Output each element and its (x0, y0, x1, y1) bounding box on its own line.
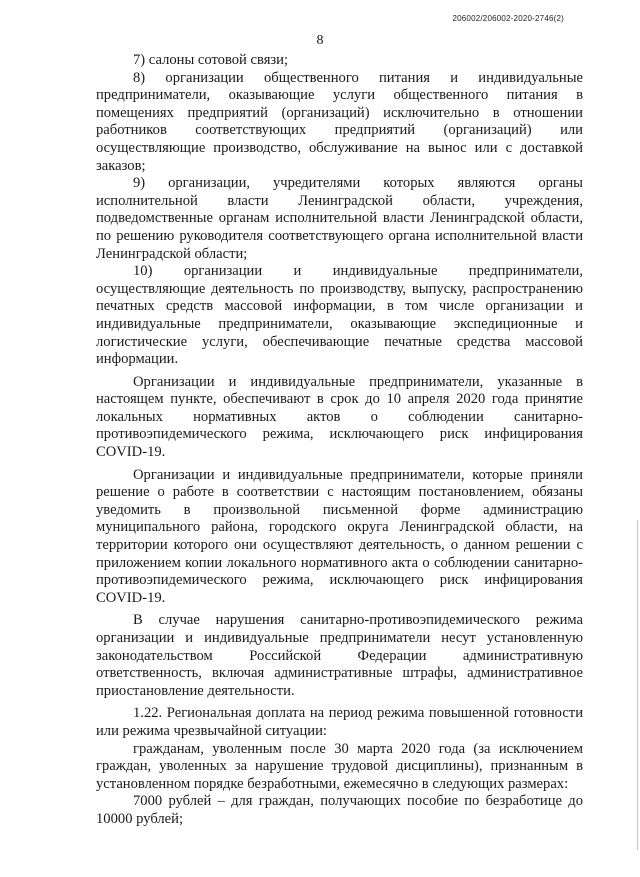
paragraph-notification: Организации и индивидуальные предприниматели, которые приняли решение о работе в соответствии с настоящим постановлением, обязаны уведомить в произвольной письменной форме администрацию муниципального района, городского округа Ленинградской области, на территории которого они осуществляют деятельность, о данном решении с приложением копии локального нормативного акта о соблюдении санитарно-противоэпидемического режима, исключающего риск инфицирования COVID-19. (96, 466, 583, 606)
paragraph-7: 7) салоны сотовой связи; (133, 52, 289, 68)
document-body (96, 52, 583, 829)
scan-edge-line (637, 520, 638, 850)
paragraph-9: 9) организации, учредителями которых являются органы исполнительной власти Ленинградской области, учреждения, подведомственные органам исполнительной власти Ленинградской области, по решению руководителя соответствующего органа исполнительной власти Ленинградской области; (96, 175, 583, 262)
paragraph-1-22: 1.22. Региональная доплата на период режима повышенной готовности или режима чрезвычайной ситуации: (96, 705, 583, 739)
page-number: 8 (316, 33, 324, 48)
paragraph-citizens: гражданам, уволенным после 30 марта 2020 года (за исключением граждан, уволенных за нарушение трудовой дисциплины), признанным в установленном порядке безработными, ежемесячно в следующих размерах: (96, 740, 583, 792)
paragraph-7000: 7000 рублей – для граждан, получающих пособие по безработице до 10000 рублей; (96, 793, 583, 827)
paragraph-8: 8) организации общественного питания и индивидуальные предприниматели, оказывающие услуги общественного питания в помещениях предприятий (организаций) исключительно в отношении работников соответствующих предприятий (организаций) или осуществляющие производство, обслуживание на вынос или с доставкой заказов; (96, 69, 583, 174)
document-id: 206002/206002-2020-2746(2) (452, 14, 564, 23)
paragraph-obligations: Организации и индивидуальные предприниматели, указанные в настоящем пункте, обеспечивают в срок до 10 апреля 2020 года принятие локальных нормативных актов о соблюдении санитарно-противоэпидемического режима, исключающего риск инфицирования COVID-19. (96, 373, 583, 461)
paragraph-10: 10) организации и индивидуальные предприниматели, осуществляющие деятельность по производству, выпуску, распространению печатных средств массовой информации, в том числе организации и индивидуальные предприниматели, оказывающие экспедиционные и логистические услуги, обеспечивающие печатные средства массовой информации. (96, 263, 583, 368)
paragraph-liability: В случае нарушения санитарно-противоэпидемического режима организации и индивидуальные предприниматели несут установленную законодательством Российской Федерации административную ответственность, включая административные штрафы, административное приостановление деятельности. (96, 612, 583, 699)
